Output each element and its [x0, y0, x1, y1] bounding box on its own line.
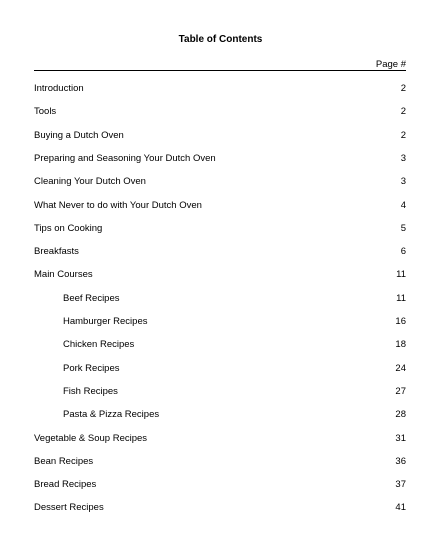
toc-entry-page-number: 3: [400, 176, 406, 187]
toc-entry-page-number: 4: [400, 200, 406, 211]
toc-entry: [34, 385, 406, 399]
toc-entry-page-number: 31: [395, 433, 406, 444]
toc-entry: [34, 152, 406, 166]
toc-entry: [34, 199, 406, 213]
toc-entry-page-number: 16: [395, 316, 406, 327]
toc-entry-label: Preparing and Seasoning Your Dutch Oven: [34, 153, 216, 164]
toc-entry-label: Tips on Cooking: [34, 223, 103, 234]
toc-entry: [34, 455, 406, 469]
toc-entry-label: Pasta & Pizza Recipes: [63, 409, 160, 420]
toc-entry-page-number: 5: [400, 223, 406, 234]
header-rule: [34, 70, 406, 71]
toc-entry-page-number: 6: [400, 246, 406, 257]
toc-entry: [34, 175, 406, 189]
toc-entry-page-number: 2: [400, 106, 406, 117]
toc-entry-page-number: 28: [395, 409, 406, 420]
toc-entry-page-number: 24: [395, 363, 406, 374]
toc-entry: [34, 501, 406, 515]
toc-entry-label: Beef Recipes: [63, 293, 120, 304]
toc-entry-page-number: 37: [395, 479, 406, 490]
toc-entry: [34, 338, 406, 352]
toc-entry-label: Hamburger Recipes: [63, 316, 148, 327]
toc-entry-page-number: 27: [395, 386, 406, 397]
toc-entry-page-number: 41: [395, 502, 406, 513]
toc-entry-label: What Never to do with Your Dutch Oven: [34, 200, 202, 211]
toc-entry-page-number: 2: [400, 83, 406, 94]
toc-entry: [34, 222, 406, 236]
toc-entry-page-number: 2: [400, 130, 406, 141]
toc-entry-page-number: 18: [395, 339, 406, 350]
toc-entry: [34, 268, 406, 282]
toc-entry-page-number: 3: [400, 153, 406, 164]
toc-entry: [34, 245, 406, 259]
toc-entry: [34, 432, 406, 446]
toc-entry-label: Cleaning Your Dutch Oven: [34, 176, 146, 187]
toc-entry-label: Chicken Recipes: [63, 339, 135, 350]
page-number-column-header: Page #: [375, 59, 406, 70]
toc-entry: [34, 315, 406, 329]
page-title: Table of Contents: [178, 34, 263, 45]
toc-entry-page-number: 36: [395, 456, 406, 467]
toc-entry-label: Main Courses: [34, 269, 93, 280]
toc-entry-label: Introduction: [34, 83, 84, 94]
toc-entry-label: Vegetable & Soup Recipes: [34, 433, 148, 444]
toc-entry-page-number: 11: [396, 293, 406, 304]
toc-entry-label: Bread Recipes: [34, 479, 97, 490]
toc-entry-label: Breakfasts: [34, 246, 79, 257]
toc-entry-page-number: 11: [396, 269, 406, 280]
toc-entry: [34, 362, 406, 376]
toc-entry-label: Pork Recipes: [63, 363, 120, 374]
toc-entry: [34, 105, 406, 119]
toc-entry: [34, 478, 406, 492]
toc-entry-label: Dessert Recipes: [34, 502, 104, 513]
toc-entry-label: Tools: [34, 106, 57, 117]
toc-entry-label: Fish Recipes: [63, 386, 118, 397]
toc-entry: [34, 292, 406, 306]
toc-entry: [34, 82, 406, 96]
toc-entry-label: Buying a Dutch Oven: [34, 130, 124, 141]
toc-entry: [34, 408, 406, 422]
toc-entry: [34, 129, 406, 143]
toc-entry-label: Bean Recipes: [34, 456, 94, 467]
